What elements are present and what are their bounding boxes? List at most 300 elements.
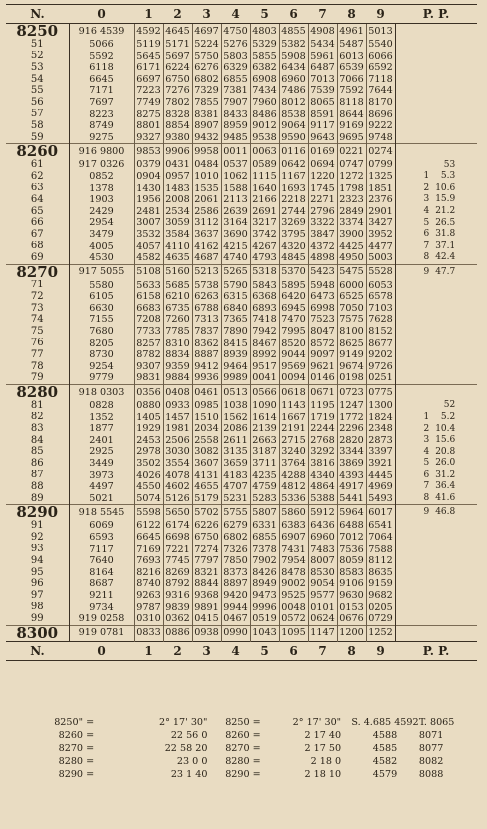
- mantissa-col-6: 4845: [279, 252, 308, 264]
- mantissa-col-4: 5265: [221, 264, 250, 280]
- mantissa-col-6: 7995: [279, 326, 308, 338]
- mantissa-col-8: 5475: [337, 264, 366, 280]
- table-row: [6, 338, 477, 350]
- mantissa-col-6: 3764: [279, 458, 308, 470]
- mantissa-col-6: 8520: [279, 338, 308, 350]
- row-number: 63: [6, 183, 69, 195]
- mantissa-col-3: 9432: [192, 132, 221, 144]
- row-number: 8290: [6, 505, 69, 521]
- mantissa-col-3: 2061: [192, 194, 221, 206]
- mantissa-col-0: 919 0258: [69, 613, 134, 625]
- table-row: [6, 481, 477, 493]
- mantissa-col-9: 4969: [366, 481, 395, 493]
- table-row: [6, 532, 477, 544]
- proportional-parts-cell: [395, 120, 477, 132]
- mantissa-col-9: 8635: [366, 567, 395, 579]
- mantissa-col-0: 7640: [69, 555, 134, 567]
- conversion-note-cell: 8088: [418, 769, 444, 780]
- mantissa-col-7: 4864: [308, 481, 337, 493]
- row-number: 96: [6, 578, 69, 590]
- mantissa-col-9: 7644: [366, 85, 395, 97]
- conversion-note-cell: 2 18 10: [304, 769, 342, 780]
- mantissa-col-9: 8112: [366, 555, 395, 567]
- mantissa-col-7: 3292: [308, 446, 337, 458]
- col-header-n: N.: [6, 5, 69, 24]
- mantissa-col-3: 8844: [192, 578, 221, 590]
- proportional-parts-cell: [395, 264, 477, 280]
- conversion-note-cell: 8260 =: [225, 730, 261, 741]
- mantissa-col-0: 1903: [69, 194, 134, 206]
- table-row: [6, 314, 477, 326]
- mantissa-col-6: 0048: [279, 602, 308, 614]
- table-row: [6, 303, 477, 315]
- table-row: [6, 590, 477, 602]
- table-row: [6, 435, 477, 447]
- mantissa-col-9: 4477: [366, 241, 395, 253]
- mantissa-col-1: 3007: [134, 217, 163, 229]
- conversion-note-cell: 4585: [372, 743, 398, 754]
- mantissa-col-2: 4602: [163, 481, 192, 493]
- col-footer-9: 9: [366, 641, 395, 660]
- mantissa-col-1: 5108: [134, 264, 163, 280]
- mantissa-col-8: 8100: [337, 326, 366, 338]
- mantissa-col-7: 9054: [308, 578, 337, 590]
- mantissa-col-6: 5336: [279, 493, 308, 505]
- table-row: [6, 400, 477, 412]
- mantissa-col-0: 9779: [69, 372, 134, 384]
- mantissa-col-7: 7483: [308, 544, 337, 556]
- row-number: 81: [6, 400, 69, 412]
- table-row: [6, 39, 477, 51]
- mantissa-col-9: 7628: [366, 314, 395, 326]
- row-number: 82: [6, 412, 69, 424]
- mantissa-col-5: 6908: [250, 74, 279, 86]
- mantissa-col-0: 917 5055: [69, 264, 134, 280]
- mantissa-col-4: 9420: [221, 590, 250, 602]
- mantissa-col-6: 9569: [279, 361, 308, 373]
- mantissa-col-8: 9630: [337, 590, 366, 602]
- col-header-6: 6: [279, 5, 308, 24]
- mantissa-col-1: 8275: [134, 109, 163, 121]
- mantissa-col-0: 9211: [69, 590, 134, 602]
- table-row: [6, 555, 477, 567]
- mantissa-col-3: 2558: [192, 435, 221, 447]
- row-number: 57: [6, 109, 69, 121]
- mantissa-col-9: 0251: [366, 372, 395, 384]
- mantissa-col-8: 9695: [337, 132, 366, 144]
- row-number: 85: [6, 446, 69, 458]
- mantissa-col-1: 4026: [134, 470, 163, 482]
- row-number: 61: [6, 159, 69, 171]
- mantissa-col-5: 2663: [250, 435, 279, 447]
- mantissa-col-4: 6315: [221, 291, 250, 303]
- conversion-note-cell: 2 17 50: [304, 743, 342, 754]
- mantissa-col-5: 5807: [250, 505, 279, 521]
- mantissa-col-8: 6539: [337, 62, 366, 74]
- mantissa-col-9: 0205: [366, 602, 395, 614]
- mantissa-col-0: 0852: [69, 171, 134, 183]
- mantissa-col-1: 8801: [134, 120, 163, 132]
- mantissa-col-5: 5329: [250, 39, 279, 51]
- mantissa-col-5: 9012: [250, 120, 279, 132]
- pp-value: 31.2: [435, 469, 456, 480]
- pp-value: 5.3: [440, 171, 456, 182]
- pp-index: 6: [423, 229, 430, 240]
- mantissa-col-1: 0356: [134, 385, 163, 401]
- mantissa-col-8: 4393: [337, 470, 366, 482]
- mantissa-col-8: 2849: [337, 206, 366, 218]
- mantissa-col-9: 2376: [366, 194, 395, 206]
- mantissa-col-3: 9958: [192, 144, 221, 160]
- mantissa-col-3: 5738: [192, 280, 221, 292]
- mantissa-col-9: 1300: [366, 400, 395, 412]
- mantissa-col-5: 1115: [250, 171, 279, 183]
- row-number: 53: [6, 62, 69, 74]
- mantissa-col-7: 5434: [308, 39, 337, 51]
- row-number: 69: [6, 252, 69, 264]
- pp-index: 7: [423, 240, 430, 251]
- proportional-parts-cell: [395, 470, 477, 482]
- mantissa-col-1: 0310: [134, 613, 163, 625]
- mantissa-col-7: 3816: [308, 458, 337, 470]
- pp-index: 5: [423, 458, 430, 469]
- mantissa-col-1: 9831: [134, 372, 163, 384]
- mantissa-col-2: 5126: [163, 493, 192, 505]
- mantissa-col-9: 4445: [366, 470, 395, 482]
- col-footer-pp: P. P.: [395, 641, 477, 660]
- mantissa-col-4: 5755: [221, 505, 250, 521]
- mantissa-col-2: 8792: [163, 578, 192, 590]
- conversion-note-cell: 2 17 40: [304, 730, 342, 741]
- mantissa-col-1: 3532: [134, 229, 163, 241]
- mantissa-col-0: 4005: [69, 241, 134, 253]
- pp-difference: 53: [443, 159, 456, 170]
- mantissa-col-9: 0775: [366, 385, 395, 401]
- row-number: 8250: [6, 24, 69, 40]
- mantissa-col-4: 1038: [221, 400, 250, 412]
- mantissa-col-2: 6210: [163, 291, 192, 303]
- pp-index: 2: [423, 423, 430, 434]
- table-row: [6, 493, 477, 505]
- mantissa-col-2: 5160: [163, 264, 192, 280]
- conversion-note-cell: 8082: [418, 756, 444, 767]
- mantissa-col-4: 8433: [221, 109, 250, 121]
- mantissa-col-7: 0169: [308, 144, 337, 160]
- table-row: [6, 51, 477, 63]
- pp-index: 8: [423, 252, 430, 263]
- mantissa-col-2: 6174: [163, 520, 192, 532]
- mantissa-col-9: 6578: [366, 291, 395, 303]
- proportional-parts-cell: [395, 481, 477, 493]
- mantissa-col-4: 5790: [221, 280, 250, 292]
- mantissa-col-1: 7733: [134, 326, 163, 338]
- proportional-parts-cell: [395, 520, 477, 532]
- mantissa-col-1: 7208: [134, 314, 163, 326]
- row-number: 8260: [6, 144, 69, 160]
- mantissa-col-0: 2954: [69, 217, 134, 229]
- mantissa-col-6: 7431: [279, 544, 308, 556]
- mantissa-col-9: 3427: [366, 217, 395, 229]
- mantissa-col-8: 6525: [337, 291, 366, 303]
- mantissa-col-7: 6473: [308, 291, 337, 303]
- mantissa-col-9: 5003: [366, 252, 395, 264]
- mantissa-col-2: 2506: [163, 435, 192, 447]
- mantissa-col-4: 2086: [221, 423, 250, 435]
- mantissa-col-0: 5066: [69, 39, 134, 51]
- mantissa-col-7: 9621: [308, 361, 337, 373]
- mantissa-col-2: 4635: [163, 252, 192, 264]
- mantissa-col-8: 1772: [337, 412, 366, 424]
- mantissa-col-9: 9222: [366, 120, 395, 132]
- table-row: [6, 159, 477, 171]
- mantissa-col-6: 3795: [279, 229, 308, 241]
- mantissa-col-4: 8959: [221, 120, 250, 132]
- mantissa-col-2: 3554: [163, 458, 192, 470]
- mantissa-col-3: 4697: [192, 24, 221, 40]
- col-footer-4: 4: [221, 641, 250, 660]
- mantissa-col-1: 1929: [134, 423, 163, 435]
- mantissa-col-7: 6436: [308, 520, 337, 532]
- mantissa-col-8: 5487: [337, 39, 366, 51]
- col-header-5: 5: [250, 5, 279, 24]
- col-footer-8: 8: [337, 641, 366, 660]
- conversion-note-cell: 4579: [372, 769, 398, 780]
- mantissa-col-2: 7221: [163, 544, 192, 556]
- col-footer-2: 2: [163, 641, 192, 660]
- mantissa-col-4: 0513: [221, 385, 250, 401]
- mantissa-col-8: 4961: [337, 24, 366, 40]
- col-header-7: 7: [308, 5, 337, 24]
- mantissa-col-4: 7850: [221, 555, 250, 567]
- mantissa-col-2: 4078: [163, 470, 192, 482]
- mantissa-col-6: 6434: [279, 62, 308, 74]
- conversion-note-cell: 8270 =: [225, 743, 261, 754]
- mantissa-col-5: 5855: [250, 51, 279, 63]
- proportional-parts-cell: [395, 372, 477, 384]
- mantissa-col-9: 9726: [366, 361, 395, 373]
- mantissa-col-5: 6893: [250, 303, 279, 315]
- mantissa-col-0: 1352: [69, 412, 134, 424]
- mantissa-col-3: 6788: [192, 303, 221, 315]
- mantissa-col-1: 6697: [134, 74, 163, 86]
- mantissa-col-0: 1378: [69, 183, 134, 195]
- mantissa-col-2: 2534: [163, 206, 192, 218]
- mantissa-col-5: 6855: [250, 532, 279, 544]
- conversion-note-row: [6, 742, 477, 755]
- mantissa-col-2: 5650: [163, 505, 192, 521]
- pp-value: 15.6: [435, 435, 456, 446]
- mantissa-col-8: 3374: [337, 217, 366, 229]
- mantissa-col-0: 916 4539: [69, 24, 134, 40]
- mantissa-col-3: 9412: [192, 361, 221, 373]
- table-row: [6, 171, 477, 183]
- mantissa-col-6: 9002: [279, 578, 308, 590]
- mantissa-col-1: 5633: [134, 280, 163, 292]
- mantissa-col-7: 2244: [308, 423, 337, 435]
- proportional-parts-cell: [395, 85, 477, 97]
- pp-index: 3: [423, 194, 430, 205]
- mantissa-col-3: 3637: [192, 229, 221, 241]
- mantissa-col-9: 5013: [366, 24, 395, 40]
- table-row: [6, 252, 477, 264]
- mantissa-col-2: 0362: [163, 613, 192, 625]
- mantissa-col-8: 7012: [337, 532, 366, 544]
- mantissa-col-2: 2008: [163, 194, 192, 206]
- mantissa-col-6: 6960: [279, 74, 308, 86]
- mantissa-col-9: 1325: [366, 171, 395, 183]
- mantissa-col-3: 5702: [192, 505, 221, 521]
- mantissa-col-8: 2323: [337, 194, 366, 206]
- mantissa-col-8: 6013: [337, 51, 366, 63]
- row-number: 58: [6, 120, 69, 132]
- mantissa-col-3: 4162: [192, 241, 221, 253]
- mantissa-col-5: 4267: [250, 241, 279, 253]
- mantissa-col-1: 6158: [134, 291, 163, 303]
- pp-value: 20.8: [435, 446, 456, 457]
- row-number: 83: [6, 423, 69, 435]
- mantissa-col-5: 0519: [250, 613, 279, 625]
- mantissa-col-5: 0041: [250, 372, 279, 384]
- mantissa-col-1: 2453: [134, 435, 163, 447]
- mantissa-col-9: 0729: [366, 613, 395, 625]
- mantissa-col-2: 8310: [163, 338, 192, 350]
- col-footer-5: 5: [250, 641, 279, 660]
- mantissa-col-9: 8170: [366, 97, 395, 109]
- mantissa-col-4: 5231: [221, 493, 250, 505]
- mantissa-col-4: 8415: [221, 338, 250, 350]
- proportional-parts-cell: [395, 602, 477, 614]
- table-row: [6, 144, 477, 160]
- mantissa-col-9: 3397: [366, 446, 395, 458]
- mantissa-col-8: 8625: [337, 338, 366, 350]
- mantissa-col-3: 3607: [192, 458, 221, 470]
- mantissa-col-1: 7169: [134, 544, 163, 556]
- row-number: 68: [6, 241, 69, 253]
- mantissa-col-4: 1588: [221, 183, 250, 195]
- mantissa-col-1: 6683: [134, 303, 163, 315]
- mantissa-col-8: 7575: [337, 314, 366, 326]
- mantissa-col-8: 3869: [337, 458, 366, 470]
- mantissa-col-2: 6224: [163, 62, 192, 74]
- mantissa-col-0: 6069: [69, 520, 134, 532]
- mantissa-col-3: 5224: [192, 39, 221, 51]
- pp-index: 6: [423, 469, 430, 480]
- mantissa-col-3: 2034: [192, 423, 221, 435]
- mantissa-col-1: 9787: [134, 602, 163, 614]
- proportional-parts-cell: [395, 206, 477, 218]
- mantissa-col-3: 4655: [192, 481, 221, 493]
- pp-index: 4: [423, 446, 430, 457]
- col-footer-7: 7: [308, 641, 337, 660]
- mantissa-col-3: 0461: [192, 385, 221, 401]
- row-number: 98: [6, 602, 69, 614]
- row-number: 72: [6, 291, 69, 303]
- conversion-note-cell: 23 0 0: [176, 756, 208, 767]
- pp-index: 3: [423, 435, 430, 446]
- mantissa-col-1: 7693: [134, 555, 163, 567]
- mantissa-col-2: 4110: [163, 241, 192, 253]
- mantissa-col-8: 9674: [337, 361, 366, 373]
- mantissa-col-0: 1877: [69, 423, 134, 435]
- mantissa-col-5: 7902: [250, 555, 279, 567]
- mantissa-col-3: 9936: [192, 372, 221, 384]
- mantissa-col-3: 0415: [192, 613, 221, 625]
- mantissa-col-3: 7329: [192, 85, 221, 97]
- mantissa-col-6: 9044: [279, 349, 308, 361]
- mantissa-col-5: 6382: [250, 62, 279, 74]
- mantissa-col-7: 5961: [308, 51, 337, 63]
- table-row: [6, 349, 477, 361]
- mantissa-col-5: 3217: [250, 217, 279, 229]
- logarithm-table: [6, 4, 477, 661]
- mantissa-col-1: 5645: [134, 51, 163, 63]
- proportional-parts-cell: [395, 217, 477, 229]
- mantissa-col-1: 2978: [134, 446, 163, 458]
- mantissa-col-0: 3973: [69, 470, 134, 482]
- mantissa-col-0: 7697: [69, 97, 134, 109]
- mantissa-col-2: 6698: [163, 532, 192, 544]
- mantissa-col-3: 8362: [192, 338, 221, 350]
- proportional-parts-cell: [395, 183, 477, 195]
- proportional-parts-cell: [395, 385, 477, 401]
- mantissa-col-4: 4750: [221, 24, 250, 40]
- col-header-0: 0: [69, 5, 134, 24]
- mantissa-col-2: 8328: [163, 109, 192, 121]
- proportional-parts-cell: [395, 349, 477, 361]
- col-header-4: 4: [221, 5, 250, 24]
- mantissa-col-6: 3240: [279, 446, 308, 458]
- row-number: 78: [6, 361, 69, 373]
- mantissa-col-7: 4908: [308, 24, 337, 40]
- mantissa-col-4: 4707: [221, 481, 250, 493]
- table-row: [6, 109, 477, 121]
- mantissa-col-1: 6171: [134, 62, 163, 74]
- mantissa-col-6: 5895: [279, 280, 308, 292]
- mantissa-col-1: 4592: [134, 24, 163, 40]
- mantissa-col-3: 9891: [192, 602, 221, 614]
- row-number: 71: [6, 280, 69, 292]
- table-row: [6, 229, 477, 241]
- mantissa-col-7: 8065: [308, 97, 337, 109]
- mantissa-col-8: 0153: [337, 602, 366, 614]
- mantissa-col-3: 3082: [192, 446, 221, 458]
- col-header-pp: P. P.: [395, 5, 477, 24]
- conversion-note-cell: 2 18 0: [310, 756, 342, 767]
- mantissa-col-7: 3322: [308, 217, 337, 229]
- conversion-note-cell: 2° 17' 30": [292, 717, 342, 728]
- mantissa-col-9: 2873: [366, 435, 395, 447]
- mantissa-col-3: 6276: [192, 62, 221, 74]
- table-row: [6, 613, 477, 625]
- table-row: [6, 183, 477, 195]
- row-number: 93: [6, 544, 69, 556]
- mantissa-col-2: 4645: [163, 24, 192, 40]
- proportional-parts-cell: [395, 505, 477, 521]
- row-number: 56: [6, 97, 69, 109]
- proportional-parts-cell: [395, 314, 477, 326]
- mantissa-col-4: 4215: [221, 241, 250, 253]
- table-row: [6, 470, 477, 482]
- mantissa-col-2: 7260: [163, 314, 192, 326]
- mantissa-col-0: 8164: [69, 567, 134, 579]
- table-row: [6, 120, 477, 132]
- mantissa-col-6: 5382: [279, 39, 308, 51]
- mantissa-col-1: 5074: [134, 493, 163, 505]
- proportional-parts-cell: [395, 144, 477, 160]
- pp-value: 26.5: [435, 217, 456, 228]
- mantissa-col-6: 4288: [279, 470, 308, 482]
- mantissa-col-2: 1981: [163, 423, 192, 435]
